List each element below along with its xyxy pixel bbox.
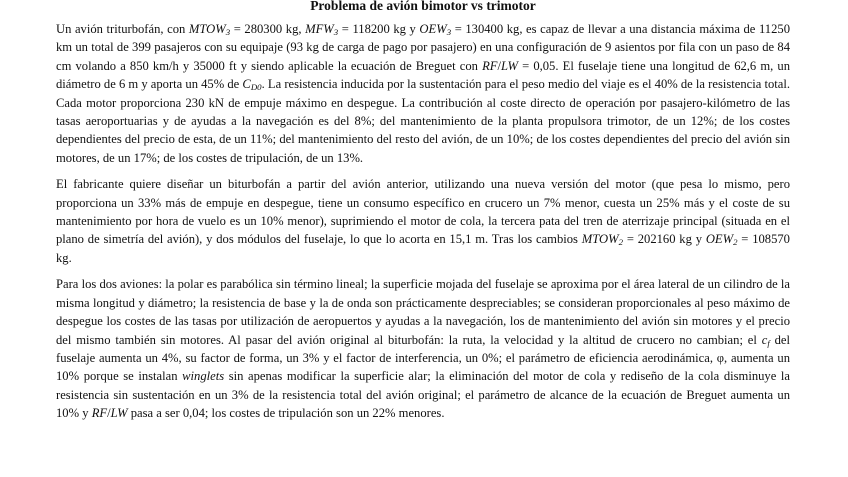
var-oew2: $OEW_2$ [705,232,738,248]
paragraph-common-assumptions: Para los dos aviones: la polar es parabólica sin término lineal; la superficie mojada del fuselaje se aproxima por el área lateral de un cilindro de la misma longitud y diámetro; la resistencia de base y la de onda son prácticamente despreciables; se consideran proporcionales al peso máximo de despegue los costes de las tasas por utilización de aeropuertos y ayudas a la navegación, los de mantenimiento del avión sin motores y el precio del mismo también sin motores. Al pasar del avión original al biturbofán: la ruta, la velocidad y la altitud de crucero no cambian; el $c_f$ del fuselaje aumenta un 4%, su factor de forma, un 3% y el factor de interferencia, un 0%; el parámetro de eficiencia aerodinámica, φ, aumenta un 10% porque se instalan winglets sin apenas modificar la superficie alar; la eliminación del motor de cola y rediseño de la cola disminuye la resistencia sin sustentación en un 3% de la resistencia total del avión original; el parámetro de alcance de la ecuación de Breguet aumenta un 10% y RF/LW pasa a ser 0,04; los costes de tripulación son un 22% menores. [56,277,790,421]
var-mtow2: $MTOW_2$ [581,232,624,248]
var-mfw: $MFW_3$ [305,22,339,38]
var-rf: RF [482,58,498,73]
paragraph-bimotor-design: El fabricante quiere diseñar un biturbofán a partir del avión anterior, utilizando una nueva versión del motor (que pesa lo mismo, pero proporciona un 33% más de empuje en despegue, tiene un consumo específico en crucero un 7% menor, cuesta un 25% más y el coste de su mantenimiento por hora de vuelo es un 10% menor), suprimiendo el motor de cola, la tercera pata del tren de aterrizaje principal (situada en el plano de simetría del avión), y dos módulos del fuselaje, lo que lo acorta en 15,1 m. Tras los cambios $MTOW_2 = 202160$ kg y $OEW_2 = 108570$ kg. [56,177,790,265]
var-cd0: $C_{D0}$ [242,77,262,93]
var-lw-2: LW [110,406,128,421]
page-title: Problema de avión bimotor vs trimotor [310,0,536,13]
paragraph-trimotor-description: Un avión triturbofán, con $MTOW_3 = 280300$ kg, $MFW_3 = 118200$ kg y $OEW_3 = 130400$ kg, es capaz de llevar a una distancia máxima de 11250 km un total de 399 pasajeros con su equipaje (93 kg de carga de pago por pasajero) en una configuración de 9 asientos por fila con un paso de 84 cm volando a 850 km/h y 35000 ft y siendo aplicable la ecuación de Breguet con RF/LW = 0,05. El fuselaje tiene una longitud de 62,6 m, un diámetro de 6 m y aporta un 45% de $C_{D0}$. La resistencia inducida por la sustentación para el peso medio del viaje es el 40% de la resistencia total. Cada motor proporciona 230 kN de empuje máximo en despegue. La contribución al coste directo de operación por pasajero-kilómetro de las tasas aeroportuarias y de ayudas a la navegación es del 8%; del mantenimiento de la planta propulsora trimotor, de un 12%; de los costes dependientes del precio de esta, de un 11%; del mantenimiento del resto del avión, de un 10%; de los costes dependientes del precio del avión sin motores, de un 17%; de los costes de tripulación, de un 13%. [56,22,790,165]
var-mtow: $MTOW_3$ [188,22,231,38]
document-page [56,0,790,431]
term-winglets: winglets [182,369,225,384]
var-oew: $OEW_3$ [419,22,452,38]
var-lw: LW [500,58,518,73]
var-rf-2: RF [91,406,108,421]
var-cf: $c_f$ [761,332,770,348]
